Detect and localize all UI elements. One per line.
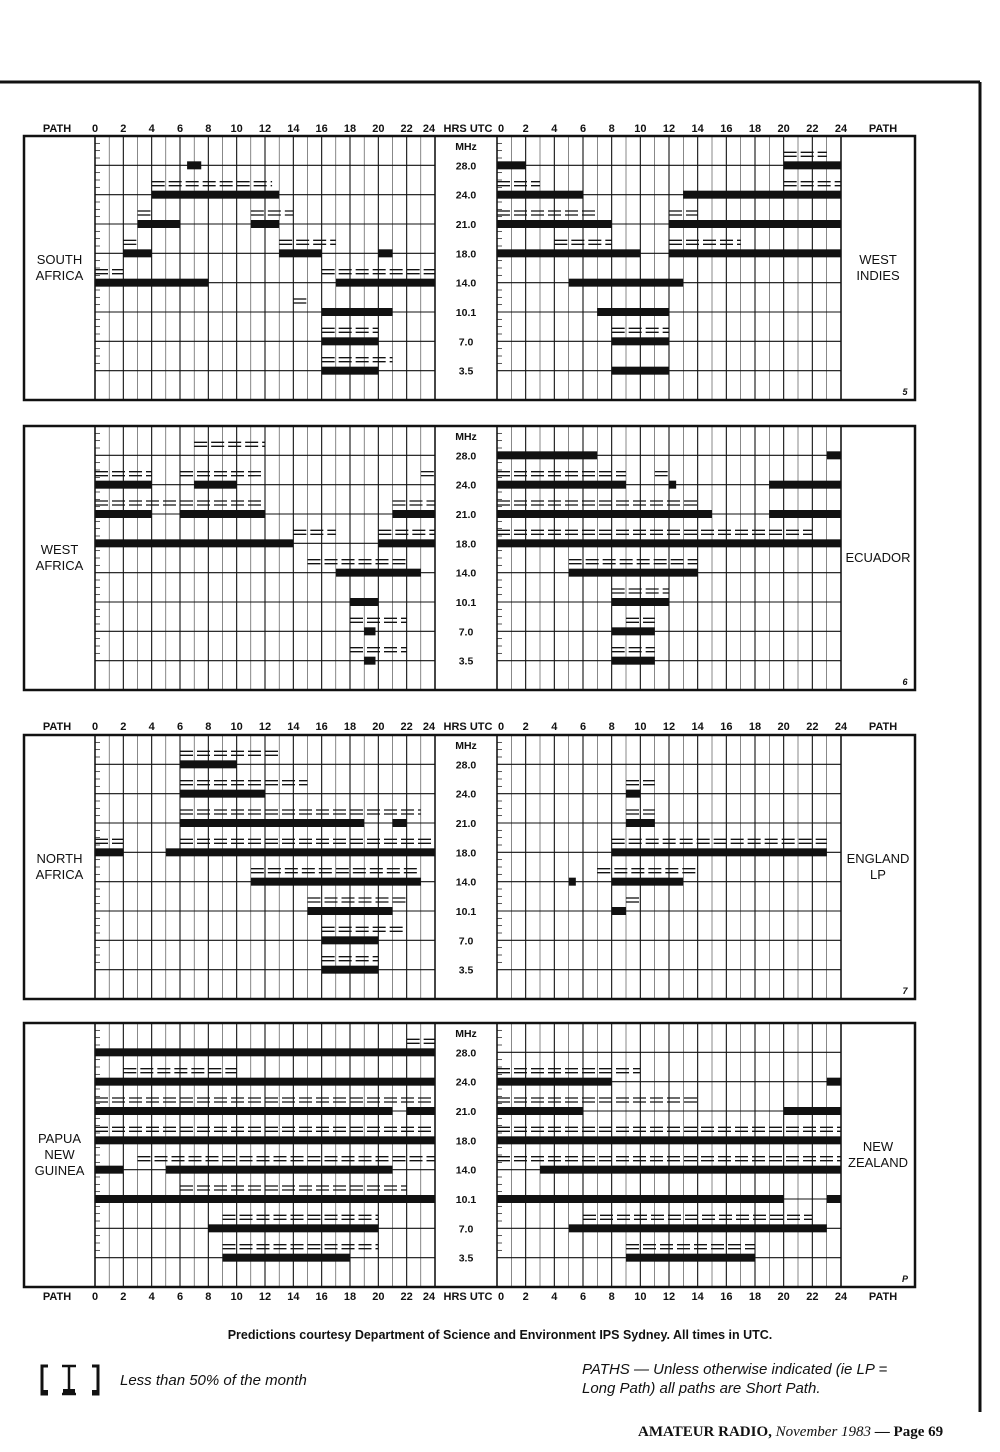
solid-band-18.0 bbox=[378, 539, 435, 547]
hour-tick-right-6: 6 bbox=[579, 123, 587, 135]
hour-tick-right-10: 10 bbox=[634, 1291, 647, 1303]
region-label-left: AFRICA bbox=[35, 558, 84, 573]
solid-band-28.0 bbox=[497, 161, 526, 169]
solid-band-24.0 bbox=[497, 191, 583, 199]
frequency-label-24.0: 24.0 bbox=[455, 788, 477, 801]
chart-number: 7 bbox=[902, 986, 908, 996]
hour-tick-left-6: 6 bbox=[176, 721, 184, 733]
solid-band-3.5 bbox=[626, 1254, 755, 1262]
hour-tick-right-12: 12 bbox=[662, 721, 676, 733]
hour-tick-left-22: 22 bbox=[400, 1291, 413, 1303]
credit-line: Predictions courtesy Department of Science and Environment IPS Sydney. All times in UTC. bbox=[227, 1328, 773, 1342]
footer-page: — Page 69 bbox=[874, 1424, 944, 1440]
hour-tick-left-16: 16 bbox=[315, 721, 328, 733]
region-label-right: INDIES bbox=[856, 268, 900, 283]
frequency-label-10.1: 10.1 bbox=[455, 597, 477, 609]
hour-tick-left-2: 2 bbox=[120, 721, 127, 733]
hour-tick-right-20: 20 bbox=[777, 1291, 790, 1303]
solid-band-3.5 bbox=[223, 1254, 351, 1262]
solid-band-10.1 bbox=[612, 598, 669, 606]
solid-band-21.0 bbox=[393, 819, 407, 827]
solid-band-28.0 bbox=[180, 760, 237, 768]
path-label-right: PATH bbox=[868, 721, 898, 733]
hour-tick-right-18: 18 bbox=[748, 123, 762, 135]
hour-tick-left-20: 20 bbox=[372, 721, 385, 733]
hour-tick-right-22: 22 bbox=[806, 123, 819, 135]
hour-tick-right-20: 20 bbox=[777, 123, 790, 135]
solid-band-21.0 bbox=[95, 1107, 393, 1115]
solid-band-7.0 bbox=[322, 337, 379, 345]
hour-tick-right-16: 16 bbox=[720, 1291, 733, 1303]
hour-tick-right-16: 16 bbox=[720, 123, 733, 135]
hrs-utc-label: HRS UTC bbox=[443, 721, 493, 733]
solid-band-10.1 bbox=[308, 907, 393, 915]
hour-tick-right-14: 14 bbox=[691, 1291, 704, 1303]
frequency-label-18.0: 18.0 bbox=[455, 847, 477, 860]
frequency-label-18.0: 18.0 bbox=[455, 248, 477, 261]
hour-tick-right-0: 0 bbox=[497, 1291, 505, 1303]
frequency-label-21.0: 21.0 bbox=[455, 509, 477, 521]
solid-band-14.0 bbox=[251, 878, 421, 886]
solid-band-28.0 bbox=[187, 161, 201, 169]
hour-tick-right-2: 2 bbox=[522, 1291, 529, 1303]
solid-band-14.0 bbox=[95, 279, 208, 287]
solid-band-24.0 bbox=[669, 481, 676, 489]
hour-tick-left-22: 22 bbox=[400, 123, 413, 135]
chart-4 bbox=[24, 1023, 915, 1287]
hour-tick-left-6: 6 bbox=[176, 123, 184, 135]
solid-band-18.0 bbox=[497, 249, 640, 257]
hour-tick-right-8: 8 bbox=[608, 721, 615, 733]
hour-tick-left-18: 18 bbox=[343, 721, 357, 733]
mhz-label: MHz bbox=[455, 740, 477, 752]
solid-band-7.0 bbox=[364, 627, 375, 635]
right-panel-1 bbox=[497, 136, 841, 400]
frequency-label-7.0: 7.0 bbox=[458, 336, 474, 349]
hour-tick-right-2: 2 bbox=[522, 721, 529, 733]
region-label-left: SOUTH bbox=[36, 252, 83, 267]
mhz-label: MHz bbox=[455, 1028, 477, 1040]
hour-tick-left-10: 10 bbox=[230, 123, 243, 135]
frequency-label-21.0: 21.0 bbox=[455, 1106, 477, 1118]
frequency-label-14.0: 14.0 bbox=[455, 567, 477, 580]
hour-tick-right-18: 18 bbox=[748, 721, 762, 733]
hour-axis-row bbox=[43, 1291, 897, 1303]
hour-tick-right-4: 4 bbox=[551, 1291, 558, 1303]
solid-band-18.0 bbox=[123, 249, 151, 257]
hour-tick-right-10: 10 bbox=[634, 721, 647, 733]
path-label-left: PATH bbox=[42, 123, 72, 135]
hour-tick-right-4: 4 bbox=[551, 123, 558, 135]
chart-number: P bbox=[901, 1274, 909, 1284]
page-footer bbox=[638, 1424, 943, 1441]
path-label-right: PATH bbox=[868, 1291, 898, 1303]
hour-tick-left-24: 24 bbox=[422, 721, 436, 733]
solid-band-14.0 bbox=[569, 279, 684, 287]
region-label-left: AFRICA bbox=[35, 867, 84, 882]
solid-band-14.0 bbox=[336, 279, 435, 287]
solid-band-7.0 bbox=[208, 1224, 378, 1232]
solid-band-21.0 bbox=[138, 220, 181, 228]
hour-tick-right-24: 24 bbox=[834, 123, 848, 135]
hour-tick-left-2: 2 bbox=[120, 123, 127, 135]
hour-tick-left-24: 24 bbox=[422, 1291, 436, 1303]
hour-tick-left-4: 4 bbox=[148, 123, 155, 135]
solid-band-3.5 bbox=[612, 657, 655, 665]
hour-tick-left-14: 14 bbox=[287, 721, 300, 733]
hour-tick-left-18: 18 bbox=[343, 123, 357, 135]
solid-band-10.1 bbox=[497, 1195, 784, 1203]
region-label-left: AFRICA bbox=[35, 268, 84, 283]
frequency-label-24.0: 24.0 bbox=[455, 1076, 477, 1089]
frequency-label-18.0: 18.0 bbox=[455, 538, 477, 551]
frequency-label-24.0: 24.0 bbox=[455, 479, 477, 492]
frequency-label-3.5: 3.5 bbox=[458, 964, 474, 977]
region-label-left: NORTH bbox=[36, 851, 83, 866]
solid-band-24.0 bbox=[769, 481, 841, 489]
region-label-left: PAPUA bbox=[37, 1131, 82, 1146]
hour-tick-left-20: 20 bbox=[372, 1291, 385, 1303]
solid-band-28.0 bbox=[784, 161, 841, 169]
solid-band-14.0 bbox=[166, 1166, 393, 1174]
hour-tick-left-10: 10 bbox=[230, 1291, 243, 1303]
hour-tick-left-22: 22 bbox=[400, 721, 413, 733]
hour-tick-right-12: 12 bbox=[662, 123, 676, 135]
hour-tick-right-24: 24 bbox=[834, 1291, 848, 1303]
hour-tick-left-4: 4 bbox=[148, 1291, 155, 1303]
chart-3 bbox=[24, 735, 915, 999]
left-panel-3 bbox=[95, 735, 435, 999]
solid-band-10.1 bbox=[827, 1195, 841, 1203]
hour-tick-right-22: 22 bbox=[806, 1291, 819, 1303]
path-label-left: PATH bbox=[42, 1291, 72, 1303]
solid-band-7.0 bbox=[612, 627, 655, 635]
frequency-label-3.5: 3.5 bbox=[458, 655, 474, 668]
hour-tick-left-16: 16 bbox=[315, 123, 328, 135]
chart-number: 5 bbox=[902, 387, 908, 397]
solid-band-21.0 bbox=[407, 1107, 435, 1115]
solid-band-24.0 bbox=[194, 481, 237, 489]
right-panel-4 bbox=[497, 1023, 841, 1287]
frequency-label-28.0: 28.0 bbox=[455, 759, 477, 772]
hour-tick-left-12: 12 bbox=[258, 1291, 272, 1303]
hour-tick-right-18: 18 bbox=[748, 1291, 762, 1303]
mhz-label: MHz bbox=[455, 141, 477, 153]
hour-tick-right-2: 2 bbox=[522, 123, 529, 135]
path-label-right: PATH bbox=[868, 123, 898, 135]
solid-band-24.0 bbox=[497, 481, 626, 489]
frequency-label-7.0: 7.0 bbox=[458, 935, 474, 948]
solid-band-21.0 bbox=[393, 510, 436, 518]
solid-band-21.0 bbox=[251, 220, 279, 228]
solid-band-3.5 bbox=[364, 657, 375, 665]
left-panel-2 bbox=[95, 426, 435, 690]
hour-tick-left-10: 10 bbox=[230, 721, 243, 733]
left-panel-4 bbox=[95, 1023, 435, 1287]
hour-tick-right-4: 4 bbox=[551, 721, 558, 733]
solid-band-21.0 bbox=[180, 510, 265, 518]
hour-tick-right-22: 22 bbox=[806, 721, 819, 733]
region-label-left: NEW bbox=[44, 1147, 75, 1162]
hour-tick-left-6: 6 bbox=[176, 1291, 184, 1303]
footer-publication: AMATEUR RADIO, bbox=[638, 1424, 772, 1440]
hrs-utc-label: HRS UTC bbox=[443, 1291, 493, 1303]
hour-tick-left-8: 8 bbox=[205, 721, 212, 733]
solid-band-18.0 bbox=[497, 539, 841, 547]
mhz-label: MHz bbox=[455, 431, 477, 443]
solid-band-21.0 bbox=[626, 819, 655, 827]
frequency-label-7.0: 7.0 bbox=[458, 1223, 474, 1236]
solid-band-24.0 bbox=[626, 790, 640, 798]
solid-band-18.0 bbox=[279, 249, 322, 257]
charts-layer bbox=[24, 123, 915, 1303]
solid-band-10.1 bbox=[322, 308, 393, 316]
hour-tick-right-6: 6 bbox=[579, 1291, 587, 1303]
region-label-right: LP bbox=[870, 867, 886, 882]
solid-band-24.0 bbox=[95, 1078, 435, 1086]
solid-band-21.0 bbox=[180, 819, 364, 827]
frequency-label-10.1: 10.1 bbox=[455, 906, 477, 918]
frequency-label-21.0: 21.0 bbox=[455, 219, 477, 231]
solid-band-28.0 bbox=[827, 451, 841, 459]
hour-tick-left-0: 0 bbox=[91, 721, 99, 733]
hour-tick-right-8: 8 bbox=[608, 1291, 615, 1303]
solid-band-21.0 bbox=[497, 1107, 583, 1115]
hour-tick-right-12: 12 bbox=[662, 1291, 676, 1303]
solid-band-21.0 bbox=[95, 510, 152, 518]
frequency-label-10.1: 10.1 bbox=[455, 307, 477, 319]
region-label-right: NEW bbox=[862, 1139, 894, 1154]
solid-band-14.0 bbox=[569, 569, 698, 577]
solid-band-24.0 bbox=[180, 790, 265, 798]
chart-2 bbox=[24, 426, 915, 690]
hour-tick-right-20: 20 bbox=[777, 721, 790, 733]
solid-band-7.0 bbox=[569, 1224, 827, 1232]
hour-tick-left-14: 14 bbox=[287, 1291, 300, 1303]
solid-band-10.1 bbox=[597, 308, 669, 316]
hour-tick-right-24: 24 bbox=[834, 721, 848, 733]
frequency-label-3.5: 3.5 bbox=[458, 365, 474, 378]
solid-band-21.0 bbox=[669, 220, 841, 228]
hour-tick-left-0: 0 bbox=[91, 1291, 99, 1303]
solid-band-7.0 bbox=[612, 337, 669, 345]
hour-axis-row bbox=[43, 721, 897, 733]
frequency-label-7.0: 7.0 bbox=[458, 626, 474, 639]
solid-band-7.0 bbox=[322, 936, 379, 944]
right-panel-3 bbox=[497, 735, 841, 999]
hour-tick-left-16: 16 bbox=[315, 1291, 328, 1303]
solid-band-18.0 bbox=[612, 848, 827, 856]
frequency-label-14.0: 14.0 bbox=[455, 1164, 477, 1177]
bracket-pair-icon bbox=[40, 1362, 102, 1398]
chart-number: 6 bbox=[902, 677, 908, 687]
solid-band-18.0 bbox=[166, 848, 435, 856]
frequency-label-10.1: 10.1 bbox=[455, 1194, 477, 1206]
chart-frame bbox=[24, 426, 915, 690]
solid-band-14.0 bbox=[540, 1166, 841, 1174]
chart-frame bbox=[24, 1023, 915, 1287]
solid-band-14.0 bbox=[336, 569, 421, 577]
solid-band-28.0 bbox=[95, 1048, 435, 1056]
hour-tick-left-14: 14 bbox=[287, 123, 300, 135]
region-label-right: WEST bbox=[859, 252, 897, 267]
solid-band-10.1 bbox=[612, 907, 626, 915]
left-panel-1 bbox=[95, 136, 435, 400]
chart-frame bbox=[24, 735, 915, 999]
solid-band-21.0 bbox=[497, 510, 712, 518]
solid-band-18.0 bbox=[95, 848, 123, 856]
solid-band-21.0 bbox=[497, 220, 612, 228]
frequency-label-14.0: 14.0 bbox=[455, 277, 477, 290]
hour-tick-right-10: 10 bbox=[634, 123, 647, 135]
legend-text: Less than 50% of the month bbox=[120, 1372, 307, 1389]
solid-band-24.0 bbox=[95, 481, 152, 489]
right-panel-2 bbox=[497, 426, 841, 690]
hour-tick-left-2: 2 bbox=[120, 1291, 127, 1303]
hour-tick-left-0: 0 bbox=[91, 123, 99, 135]
solid-band-24.0 bbox=[152, 191, 280, 199]
frequency-label-14.0: 14.0 bbox=[455, 876, 477, 889]
solid-band-18.0 bbox=[95, 539, 293, 547]
hour-tick-left-24: 24 bbox=[422, 123, 436, 135]
solid-band-21.0 bbox=[784, 1107, 841, 1115]
hour-tick-left-12: 12 bbox=[258, 123, 272, 135]
solid-band-18.0 bbox=[497, 1136, 841, 1144]
chart-1 bbox=[24, 136, 915, 400]
hour-tick-right-6: 6 bbox=[579, 721, 587, 733]
region-label-right: ZEALAND bbox=[848, 1155, 908, 1170]
region-label-left: WEST bbox=[40, 542, 79, 557]
hour-tick-right-8: 8 bbox=[608, 123, 615, 135]
hrs-utc-label: HRS UTC bbox=[443, 123, 493, 135]
paths-note: PATHS — Unless otherwise indicated (ie LP = Long Path) all paths are Short Path. bbox=[582, 1361, 888, 1397]
path-label-left: PATH bbox=[42, 721, 72, 733]
hour-tick-left-8: 8 bbox=[205, 123, 212, 135]
solid-band-18.0 bbox=[378, 249, 392, 257]
solid-band-14.0 bbox=[612, 878, 684, 886]
hour-tick-right-14: 14 bbox=[691, 123, 704, 135]
region-label-left: GUINEA bbox=[34, 1163, 85, 1178]
chart-frame bbox=[24, 136, 915, 400]
region-label-right: ECUADOR bbox=[845, 550, 911, 565]
solid-band-14.0 bbox=[95, 1166, 123, 1174]
hour-tick-right-0: 0 bbox=[497, 721, 505, 733]
hour-tick-left-4: 4 bbox=[148, 721, 155, 733]
solid-band-10.1 bbox=[95, 1195, 435, 1203]
frequency-label-24.0: 24.0 bbox=[455, 189, 477, 202]
solid-band-18.0 bbox=[669, 249, 841, 257]
solid-band-18.0 bbox=[95, 1136, 435, 1144]
hour-tick-left-12: 12 bbox=[258, 721, 272, 733]
solid-band-3.5 bbox=[612, 367, 669, 375]
footer-month: November 1983 bbox=[775, 1424, 872, 1440]
hour-tick-left-18: 18 bbox=[343, 1291, 357, 1303]
frequency-label-28.0: 28.0 bbox=[455, 160, 477, 173]
frequency-label-28.0: 28.0 bbox=[455, 1047, 477, 1060]
region-label-right: ENGLAND bbox=[846, 851, 910, 866]
solid-band-24.0 bbox=[497, 1078, 612, 1086]
solid-band-24.0 bbox=[827, 1078, 841, 1086]
solid-band-10.1 bbox=[350, 598, 378, 606]
hour-tick-left-8: 8 bbox=[205, 1291, 212, 1303]
solid-band-28.0 bbox=[497, 451, 597, 459]
frequency-label-21.0: 21.0 bbox=[455, 818, 477, 830]
hour-tick-left-20: 20 bbox=[372, 123, 385, 135]
solid-band-24.0 bbox=[683, 191, 841, 199]
frequency-label-3.5: 3.5 bbox=[458, 1252, 474, 1265]
solid-band-3.5 bbox=[322, 966, 379, 974]
hour-axis-row bbox=[43, 123, 897, 135]
hour-tick-right-0: 0 bbox=[497, 123, 505, 135]
solid-band-21.0 bbox=[769, 510, 841, 518]
hour-tick-right-16: 16 bbox=[720, 721, 733, 733]
frequency-label-18.0: 18.0 bbox=[455, 1135, 477, 1148]
frequency-label-28.0: 28.0 bbox=[455, 450, 477, 463]
solid-band-3.5 bbox=[322, 367, 379, 375]
solid-band-14.0 bbox=[569, 878, 576, 886]
hour-tick-right-14: 14 bbox=[691, 721, 704, 733]
